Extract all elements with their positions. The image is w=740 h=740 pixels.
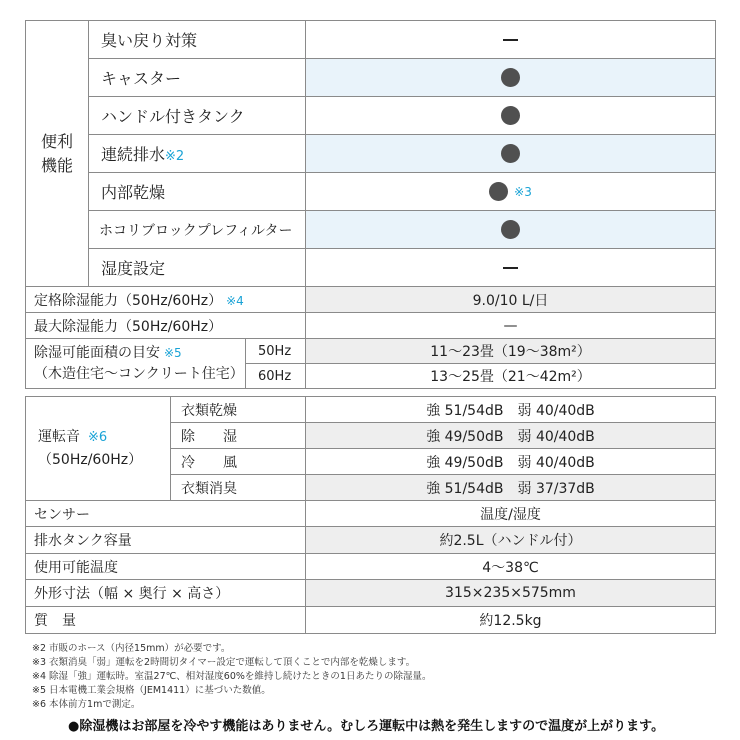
spec-label: 使用可能温度 [26, 554, 306, 580]
hz-label: 50Hz [246, 339, 306, 364]
table-row [26, 554, 716, 580]
table-row [26, 97, 716, 135]
feature-label: キャスター [89, 59, 306, 97]
footnote: ※5 日本電機工業会規格（JEM1411）に基づいた数値。 [32, 685, 271, 696]
noise-value: 強 51/54dB 弱 40/40dB [306, 397, 716, 423]
max-capacity-label: 最大除湿能力（50Hz/60Hz） [26, 313, 306, 339]
spec-value: 約2.5L（ハンドル付） [306, 527, 716, 554]
table-row [26, 313, 716, 339]
group-label-line1: 便利 [40, 131, 73, 151]
table-row [26, 135, 716, 173]
table-row [26, 397, 716, 423]
noise-mode: 衣類乾燥 [171, 397, 306, 423]
filled-circle-icon [501, 106, 520, 125]
note-marker: ※4 [226, 293, 244, 308]
table-row [26, 607, 716, 634]
table-row [26, 339, 716, 364]
footnote: ※3 衣類消臭「弱」運転を2時間切タイマー設定で運転して頂くことで内部を乾燥します。 [32, 657, 416, 668]
spec-value: 4〜38℃ [306, 554, 716, 580]
spec-label: 質 量 [26, 607, 306, 634]
spec-label: 排水タンク容量 [26, 527, 306, 554]
group-label-line2: 機能 [40, 155, 73, 175]
table-row [26, 580, 716, 607]
footnote: ※4 除湿「強」運転時。室温27℃、相対湿度60%を維持し続けたときの1日あたりの除湿量。 [32, 671, 432, 682]
spec-label: センサー [26, 501, 306, 527]
feature-value [306, 211, 716, 249]
footnote: ※2 市販のホース（内径15mm）が必要です。 [32, 643, 231, 654]
table-row [26, 59, 716, 97]
spec-table-lower [25, 396, 716, 634]
noise-mode: 除 湿 [171, 423, 306, 449]
noise-value: 強 51/54dB 弱 37/37dB [306, 475, 716, 501]
area-label: 除湿可能面積の目安 ※5 （木造住宅〜コンクリート住宅） [26, 339, 246, 389]
table-row [26, 211, 716, 249]
dash-icon [503, 267, 518, 269]
area-value: 11〜23畳（19〜38m²） [306, 339, 716, 364]
note-marker: ※3 [514, 184, 532, 199]
feature-label: 内部乾燥 [89, 173, 306, 211]
hz-label: 60Hz [246, 364, 306, 389]
feature-value [306, 21, 716, 59]
feature-label: 臭い戻り対策 [89, 21, 306, 59]
dash-icon [503, 39, 518, 41]
table-row [26, 173, 716, 211]
spec-value: 約12.5kg [306, 607, 716, 634]
convenience-group-label [26, 21, 89, 287]
max-capacity-value: — [306, 313, 716, 339]
note-marker: ※6 [88, 429, 108, 445]
footnote: ※6 本体前方1mで測定。 [32, 699, 141, 710]
area-value: 13〜25畳（21〜42m²） [306, 364, 716, 389]
filled-circle-icon [489, 182, 508, 201]
feature-value [306, 249, 716, 287]
warning-text: ●除湿機はお部屋を冷やす機能はありません。むしろ運転中は熱を発生しますので温度が上がります。 [68, 719, 665, 734]
spec-table-upper [25, 20, 716, 389]
noise-value: 強 49/50dB 弱 40/40dB [306, 449, 716, 475]
rated-capacity-value: 9.0/10 L/日 [306, 287, 716, 313]
feature-value [306, 135, 716, 173]
table-row [26, 527, 716, 554]
table-row [26, 287, 716, 313]
table-row [26, 501, 716, 527]
note-marker: ※2 [165, 149, 185, 164]
spec-value: 315×235×575mm [306, 580, 716, 607]
feature-label: ホコリブロックプレフィルター [89, 211, 306, 249]
table-row [26, 249, 716, 287]
footnotes [32, 642, 431, 712]
feature-label: 連続排水※2 [89, 135, 306, 173]
noise-value: 強 49/50dB 弱 40/40dB [306, 423, 716, 449]
feature-value [306, 173, 716, 211]
feature-label: ハンドル付きタンク [89, 97, 306, 135]
feature-value [306, 97, 716, 135]
feature-value [306, 59, 716, 97]
noise-label: 運転音 ※6 （50Hz/60Hz） [26, 397, 171, 501]
note-marker: ※5 [164, 345, 182, 360]
feature-label: 湿度設定 [89, 249, 306, 287]
spec-value: 温度/湿度 [306, 501, 716, 527]
noise-mode: 冷 風 [171, 449, 306, 475]
spec-label: 外形寸法（幅 × 奥行 × 高さ） [26, 580, 306, 607]
rated-capacity-label: 定格除湿能力（50Hz/60Hz） ※4 [26, 287, 306, 313]
filled-circle-icon [501, 144, 520, 163]
noise-mode: 衣類消臭 [171, 475, 306, 501]
filled-circle-icon [501, 68, 520, 87]
filled-circle-icon [501, 220, 520, 239]
table-row [26, 21, 716, 59]
